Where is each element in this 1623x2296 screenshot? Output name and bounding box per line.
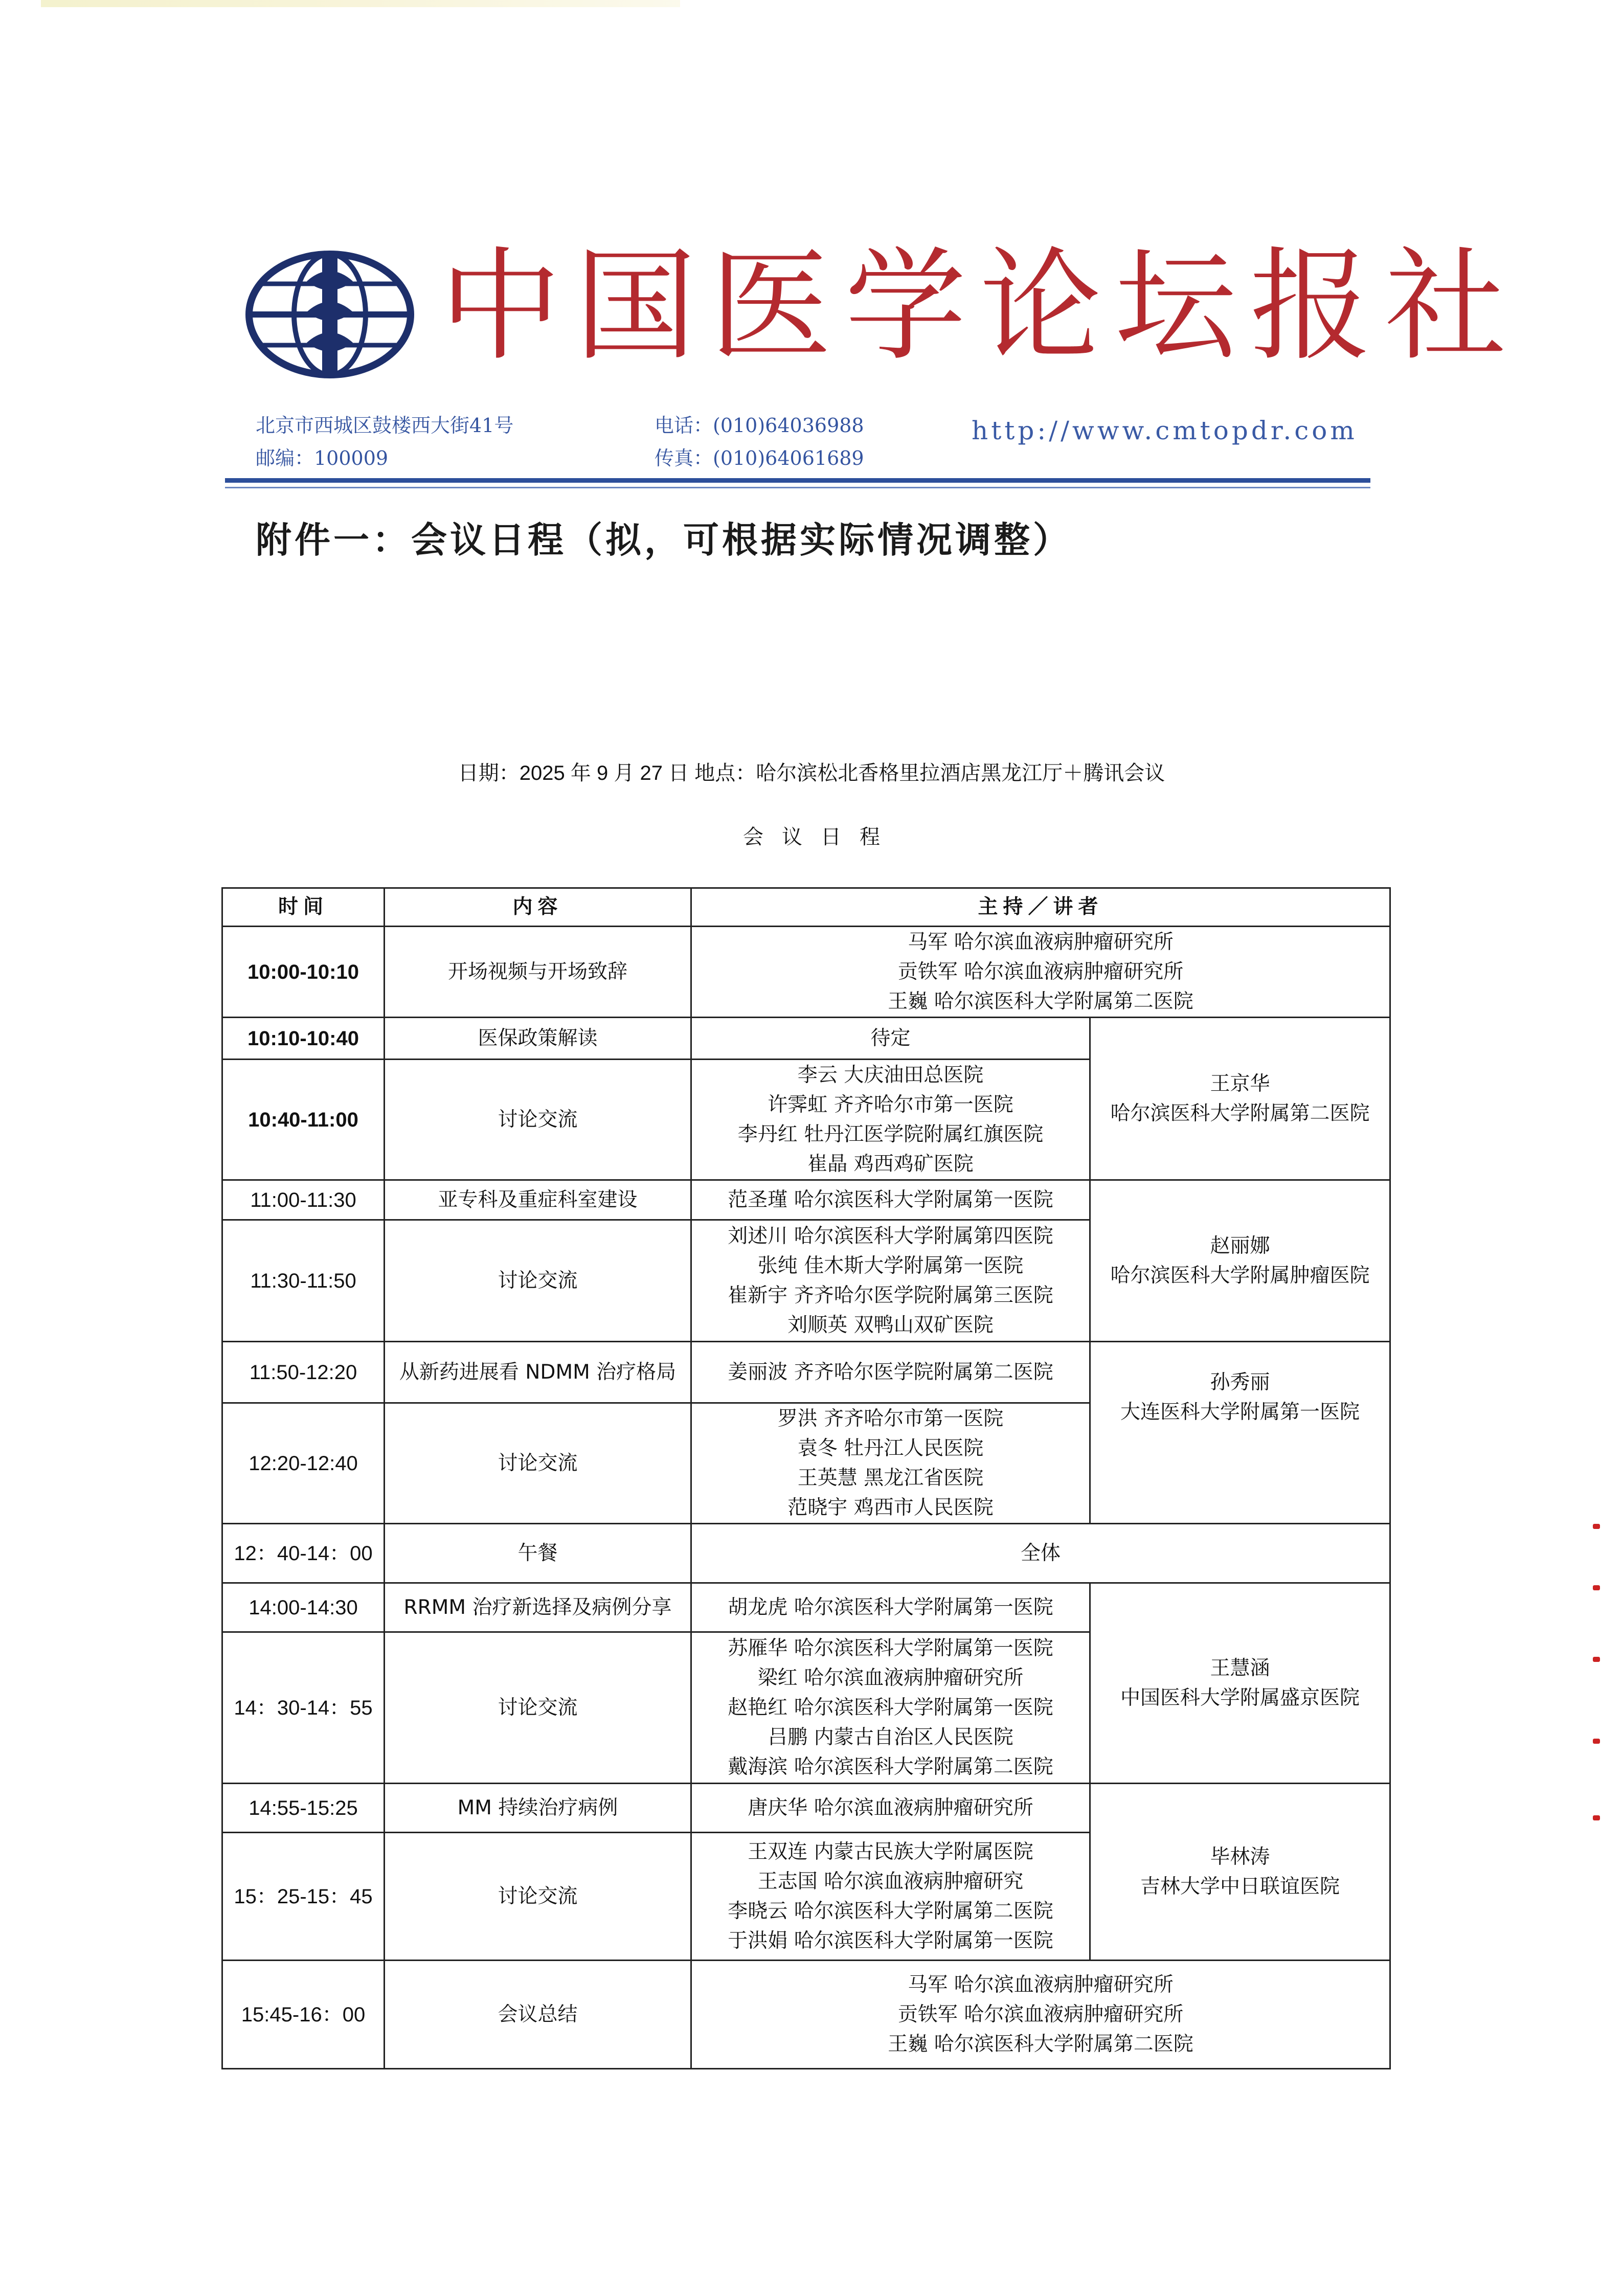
moderator-name: 王京华 [1210, 1072, 1270, 1095]
time-cell: 11:30-11:50 [222, 1220, 385, 1342]
speaker: 王双连 内蒙古民族大学附属医院 [748, 1840, 1033, 1863]
speakers-cell: 范圣瑾 哈尔滨医科大学附属第一医院 [691, 1180, 1090, 1220]
content-cell: 医保政策解读 [385, 1018, 691, 1060]
speaker: 于洪娟 哈尔滨医科大学附属第一医院 [728, 1929, 1053, 1952]
moderator-cell [1090, 1784, 1390, 1961]
address: 北京市西城区鼓楼西大街41号 [256, 414, 514, 437]
speakers-cell [691, 1961, 1390, 2069]
time-cell: 15:45-16：00 [222, 1961, 385, 2069]
moderator-cell [1090, 1180, 1390, 1342]
time-cell: 15：25-15：45 [222, 1833, 385, 1961]
speakers-cell [691, 1833, 1090, 1961]
content-cell: 午餐 [385, 1524, 691, 1583]
speaker: 梁红 哈尔滨血液病肿瘤研究所 [757, 1666, 1024, 1690]
table-row [222, 1583, 1390, 1632]
moderator-cell [1090, 1018, 1390, 1180]
time-cell: 12:20-12:40 [222, 1403, 385, 1524]
moderator-name: 孙秀丽 [1210, 1371, 1270, 1394]
moderator-name: 王慧涵 [1210, 1656, 1270, 1680]
address-block [256, 409, 513, 475]
speaker: 崔晶 鸡西鸡矿医院 [807, 1152, 974, 1176]
speaker: 王英慧 黑龙江省医院 [797, 1466, 984, 1490]
speaker: 王志国 哈尔滨血液病肿瘤研究 [757, 1870, 1024, 1893]
speaker: 许霁虹 齐齐哈尔市第一医院 [768, 1093, 1013, 1116]
globe-logo-icon [245, 251, 414, 378]
phone: 电话：(010)64036988 [655, 414, 864, 437]
speaker: 苏雁华 哈尔滨医科大学附属第一医院 [728, 1636, 1053, 1660]
content-cell: 讨论交流 [385, 1220, 691, 1342]
moderator-org: 哈尔滨医科大学附属第二医院 [1110, 1101, 1370, 1125]
scan-smudge [41, 0, 680, 7]
time-cell: 11:00-11:30 [222, 1180, 385, 1220]
speaker: 吕鹏 内蒙古自治区人民医院 [768, 1725, 1013, 1749]
scan-edge-marks [1593, 1524, 1603, 1820]
speakers-cell [691, 927, 1390, 1018]
table-row [222, 1961, 1390, 2069]
speakers-cell [691, 1060, 1090, 1180]
moderator-cell [1090, 1342, 1390, 1524]
table-row [222, 1018, 1390, 1060]
speaker: 李丹红 牡丹江医学院附属红旗医院 [737, 1122, 1044, 1146]
speakers-cell: 待定 [691, 1018, 1090, 1060]
speakers-cell: 胡龙虎 哈尔滨医科大学附属第一医院 [691, 1583, 1090, 1632]
content-cell: 亚专科及重症科室建设 [385, 1180, 691, 1220]
table-row [222, 1342, 1390, 1403]
letterhead-rule [225, 478, 1370, 483]
speaker: 张纯 佳木斯大学附属第一医院 [757, 1254, 1024, 1277]
time-cell: 11:50-12:20 [222, 1342, 385, 1403]
header-time: 时间 [222, 888, 385, 927]
speaker: 罗洪 齐齐哈尔市第一医院 [777, 1407, 1004, 1430]
schedule-table [221, 887, 1391, 2069]
moderator-name: 赵丽娜 [1210, 1234, 1270, 1257]
postcode: 邮编：100009 [256, 447, 389, 469]
attachment-title: 附件一：会议日程（拟，可根据实际情况调整） [256, 519, 1072, 561]
moderator-org: 中国医科大学附属盛京医院 [1120, 1686, 1360, 1709]
letterhead [245, 236, 1520, 506]
content-cell: 讨论交流 [385, 1833, 691, 1961]
speakers-cell: 唐庆华 哈尔滨血液病肿瘤研究所 [691, 1784, 1090, 1833]
speakers-cell [691, 1403, 1090, 1524]
speakers-cell [691, 1632, 1090, 1784]
content-cell: RRMM 治疗新选择及病例分享 [385, 1583, 691, 1632]
content-cell: 讨论交流 [385, 1632, 691, 1784]
time-cell: 14:00-14:30 [222, 1583, 385, 1632]
moderator-org: 大连医科大学附属第一医院 [1120, 1401, 1360, 1424]
moderator-cell [1090, 1583, 1390, 1784]
speaker: 王巍 哈尔滨医科大学附属第二医院 [888, 2032, 1193, 2056]
speaker: 赵艳红 哈尔滨医科大学附属第一医院 [728, 1696, 1053, 1719]
moderator-org: 吉林大学中日联谊医院 [1140, 1875, 1340, 1898]
speaker: 范晓宇 鸡西市人民医院 [787, 1496, 994, 1519]
speaker: 李晓云 哈尔滨医科大学附属第二医院 [728, 1899, 1053, 1923]
moderator-name: 毕林涛 [1210, 1845, 1270, 1869]
time-cell: 14:55-15:25 [222, 1784, 385, 1833]
content-cell: 开场视频与开场致辞 [385, 927, 691, 1018]
time-cell: 10:40-11:00 [222, 1060, 385, 1180]
header-host: 主持／讲者 [691, 888, 1390, 927]
speaker: 刘顺英 双鸭山双矿医院 [787, 1313, 994, 1337]
speakers-cell: 全体 [691, 1524, 1390, 1583]
speaker: 李云 大庆油田总医院 [797, 1063, 984, 1087]
content-cell: 讨论交流 [385, 1060, 691, 1180]
speakers-cell [691, 1220, 1090, 1342]
speaker: 王巍 哈尔滨医科大学附属第二医院 [888, 989, 1193, 1013]
content-cell: 会议总结 [385, 1961, 691, 2069]
table-row [222, 1784, 1390, 1833]
speaker: 马军 哈尔滨血液病肿瘤研究所 [908, 1973, 1174, 1996]
speaker: 崔新宇 齐齐哈尔医学院附属第三医院 [728, 1284, 1053, 1307]
speaker: 贡铁军 哈尔滨血液病肿瘤研究所 [897, 2002, 1184, 2026]
speaker: 马军 哈尔滨血液病肿瘤研究所 [908, 930, 1174, 954]
content-cell: 讨论交流 [385, 1403, 691, 1524]
fax: 传真：(010)64061689 [655, 447, 864, 469]
content-cell: 从新药进展看 NDMM 治疗格局 [385, 1342, 691, 1403]
time-cell: 14：30-14：55 [222, 1632, 385, 1784]
moderator-org: 哈尔滨医科大学附属肿瘤医院 [1110, 1264, 1370, 1287]
letterhead-rule-thin [225, 487, 1370, 488]
org-name: 中国医学论坛报社 [440, 236, 1520, 377]
website: http://www.cmtopdr.com [972, 416, 1358, 445]
table-row [222, 1180, 1390, 1220]
time-cell: 10:10-10:40 [222, 1018, 385, 1060]
table-row [222, 1524, 1390, 1583]
table-header-row [222, 888, 1390, 927]
date-location: 日期：2025 年 9 月 27 日 地点：哈尔滨松北香格里拉酒店黑龙江厅＋腾讯会议 [458, 762, 1165, 784]
header-content: 内容 [385, 888, 691, 927]
time-cell: 12：40-14：00 [222, 1524, 385, 1583]
phone-block [655, 409, 864, 475]
speaker: 袁冬 牡丹江人民医院 [797, 1436, 984, 1460]
content-cell: MM 持续治疗病例 [385, 1784, 691, 1833]
schedule-title: 会议日程 [743, 825, 898, 849]
time-cell: 10:00-10:10 [222, 927, 385, 1018]
speakers-cell: 姜丽波 齐齐哈尔医学院附属第二医院 [691, 1342, 1090, 1403]
speaker: 刘述川 哈尔滨医科大学附属第四医院 [728, 1224, 1053, 1248]
table-row [222, 927, 1390, 1018]
speaker: 戴海滨 哈尔滨医科大学附属第二医院 [728, 1755, 1053, 1779]
speaker: 贡铁军 哈尔滨血液病肿瘤研究所 [897, 960, 1184, 983]
